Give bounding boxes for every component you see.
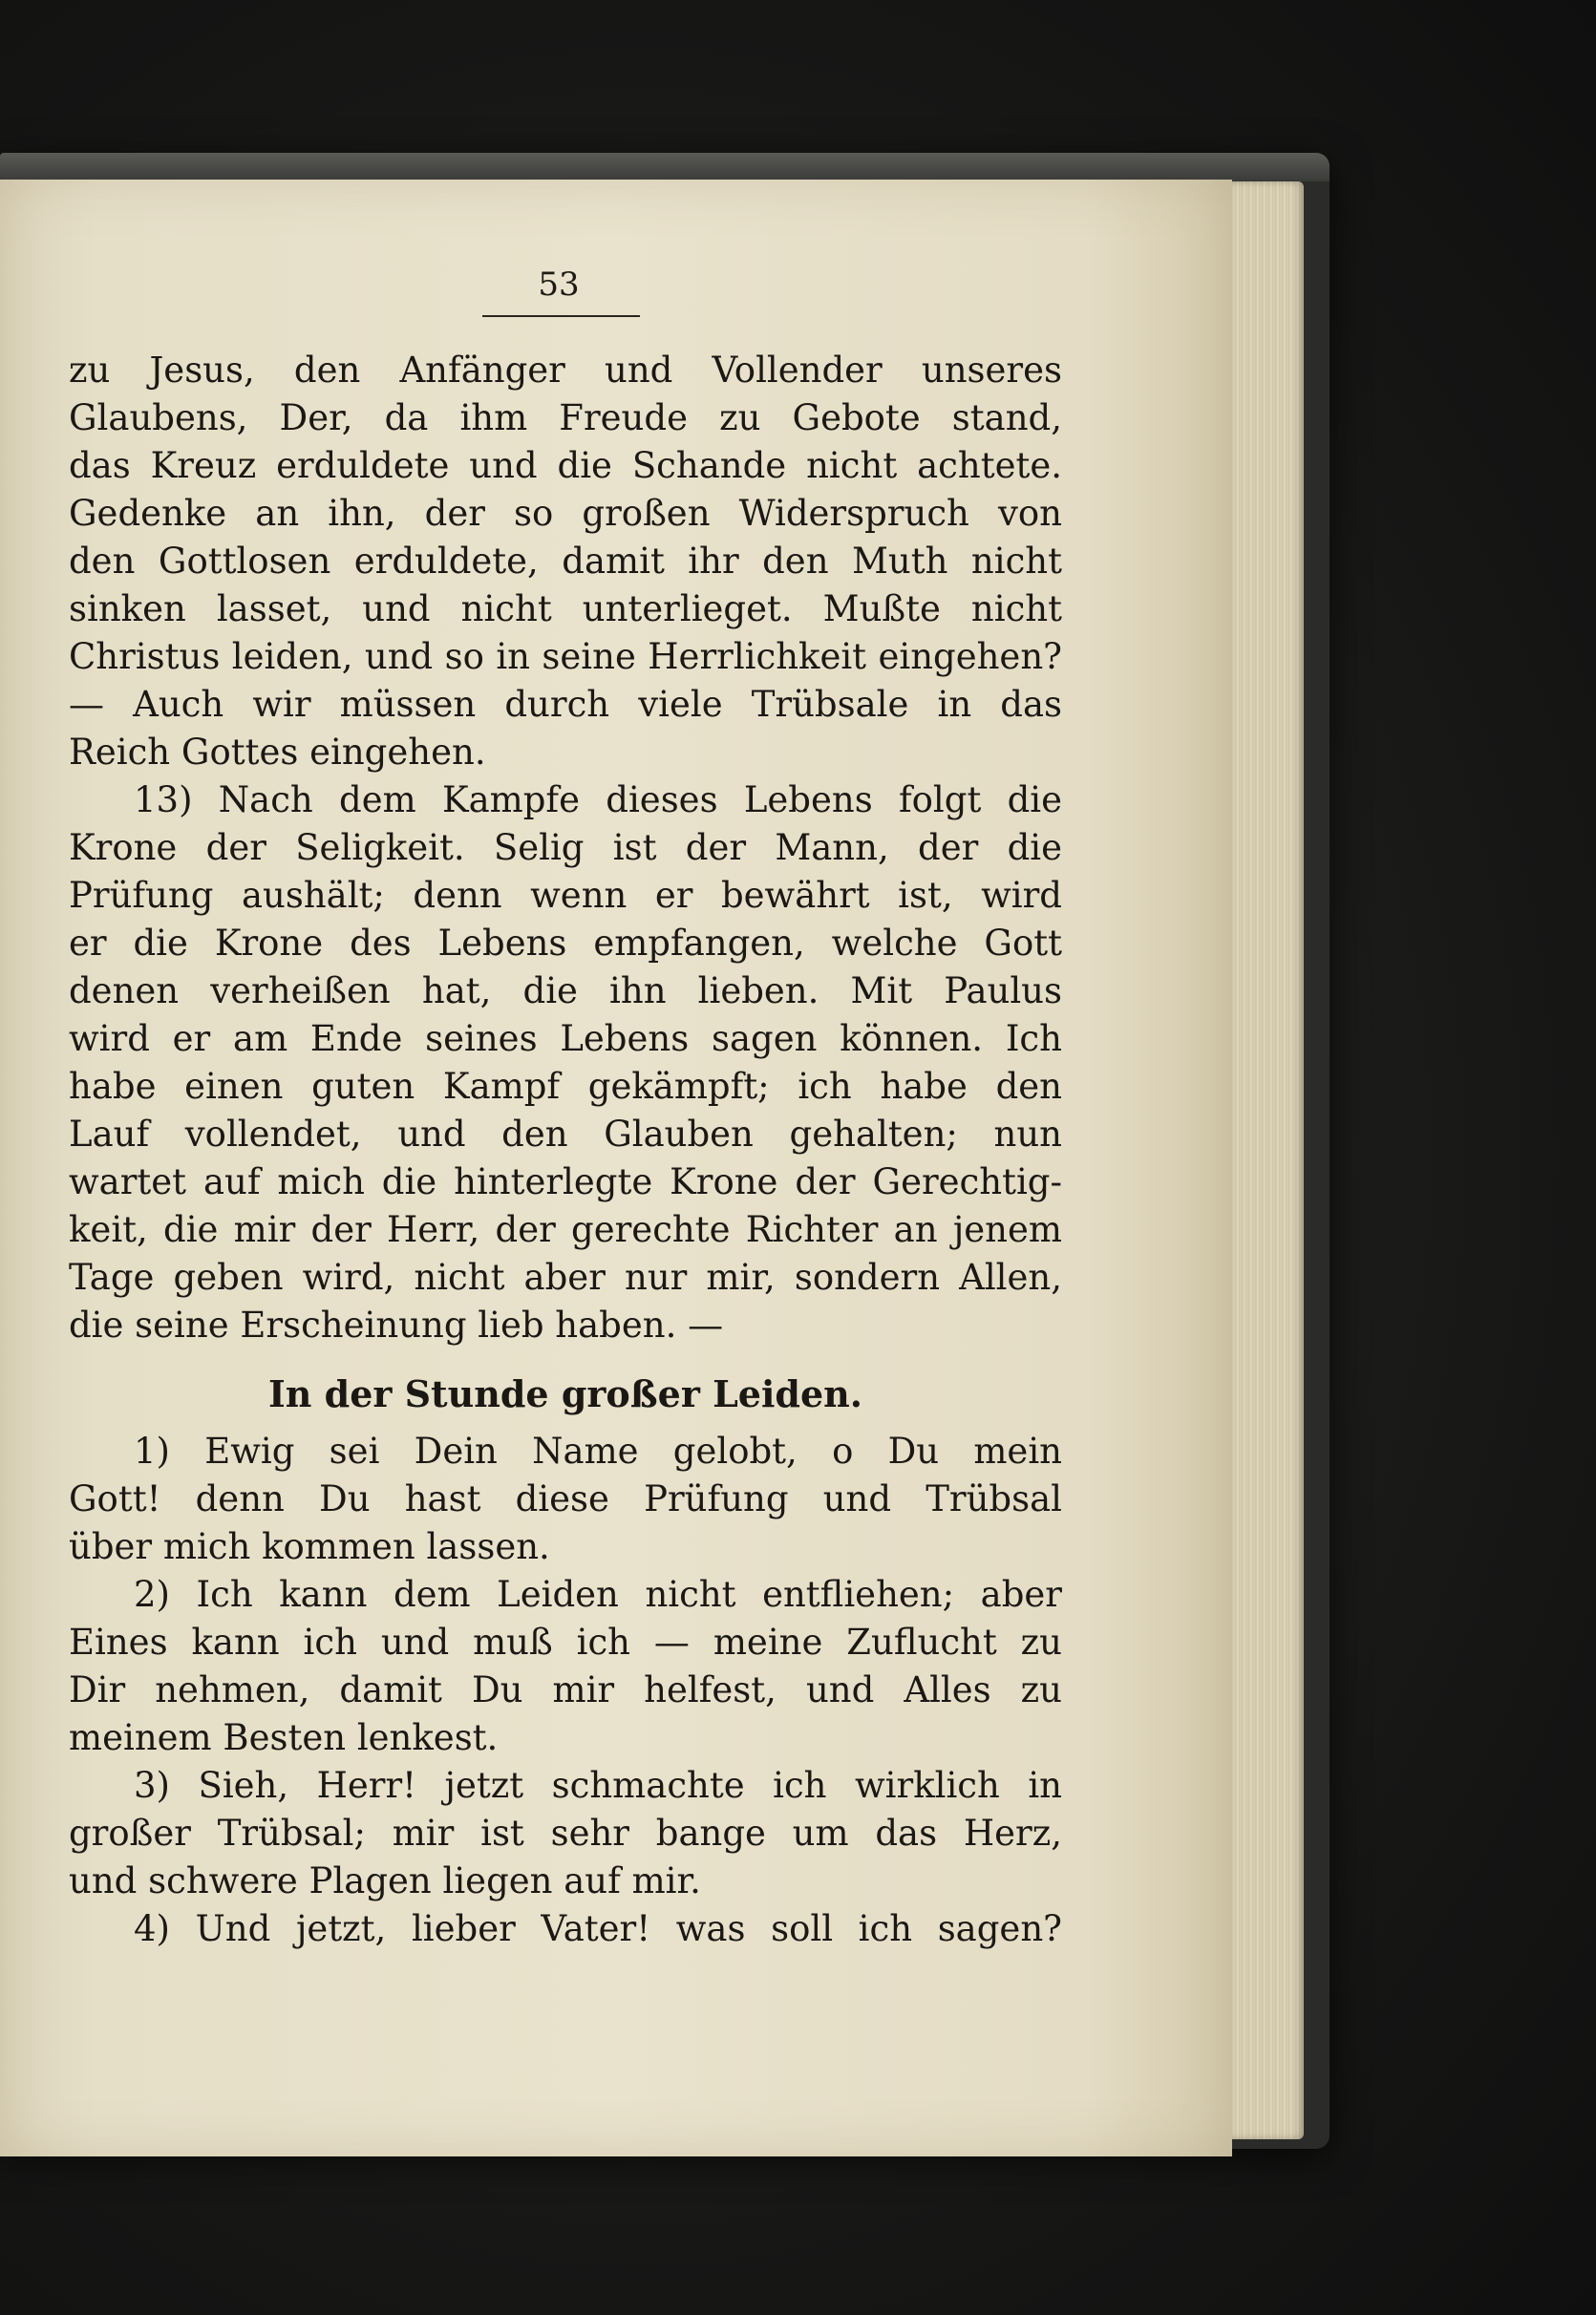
text-line: keit, die mir der Herr, der gerechte Richter an jenem xyxy=(69,1209,1062,1250)
text-line: Eines kann ich und muß ich — meine Zuflucht zu xyxy=(69,1622,1062,1663)
text-line: Tage geben wird, nicht aber nur mir, sondern Allen, xyxy=(69,1257,1062,1298)
text-line: Glaubens, Der, da ihm Freude zu Gebote stand, xyxy=(69,397,1062,438)
text-line: wartet auf mich die hinterlegte Krone der Gerechtig- xyxy=(69,1161,1062,1202)
text-line: 1) Ewig sei Dein Name gelobt, o Du mein xyxy=(134,1431,1062,1472)
text-line: das Kreuz erduldete und die Schande nicht achtete. xyxy=(69,445,1062,486)
text-line: die seine Erscheinung lieb haben. — xyxy=(69,1305,724,1346)
text-line: Prüfung aushält; denn wenn er bewährt ist, wird xyxy=(69,875,1062,916)
text-line: Christus leiden, und so in seine Herrlichkeit eingehen? xyxy=(69,636,1062,677)
text-line: Gott! denn Du hast diese Prüfung und Trübsal xyxy=(69,1478,1062,1519)
header-rule xyxy=(482,315,640,317)
section-heading: In der Stunde großer Leiden. xyxy=(267,1372,863,1415)
text-line: 4) Und jetzt, lieber Vater! was soll ich sagen? xyxy=(134,1908,1062,1949)
text-line: großer Trübsal; mir ist sehr bange um das Herz, xyxy=(69,1813,1062,1854)
text-line: 2) Ich kann dem Leiden nicht entfliehen; aber xyxy=(134,1574,1062,1615)
text-line: zu Jesus, den Anfänger und Vollender unseres xyxy=(69,350,1062,391)
text-line: 13) Nach dem Kampfe dieses Lebens folgt die xyxy=(134,779,1062,820)
page-number: 53 xyxy=(538,265,580,304)
body-text xyxy=(69,347,1062,1953)
text-line: Krone der Seligkeit. Selig ist der Mann, der die xyxy=(69,827,1062,868)
text-line: er die Krone des Lebens empfangen, welche Gott xyxy=(69,923,1062,964)
text-line: und schwere Plagen liegen auf mir. xyxy=(69,1860,701,1901)
text-line: — Auch wir müssen durch viele Trübsale in das xyxy=(69,684,1062,725)
text-line: denen verheißen hat, die ihn lieben. Mit Paulus xyxy=(69,970,1062,1011)
text-line: Reich Gottes eingehen. xyxy=(69,732,486,773)
text-line: wird er am Ende seines Lebens sagen können. Ich xyxy=(69,1018,1062,1059)
text-line: den Gottlosen erduldete, damit ihr den Muth nicht xyxy=(69,541,1062,582)
text-line: 3) Sieh, Herr! jetzt schmachte ich wirklich in xyxy=(134,1765,1062,1806)
text-line: meinem Besten lenkest. xyxy=(69,1717,499,1758)
text-line: habe einen guten Kampf gekämpft; ich habe den xyxy=(69,1066,1062,1107)
text-line: Gedenke an ihn, der so großen Widerspruch von xyxy=(69,493,1062,534)
text-line: Dir nehmen, damit Du mir helfest, und Alles zu xyxy=(69,1669,1062,1710)
text-line: sinken lasset, und nicht unterlieget. Mußte nicht xyxy=(69,588,1062,629)
book-page xyxy=(0,180,1232,2156)
text-line: Lauf vollendet, und den Glauben gehalten; nun xyxy=(69,1114,1062,1155)
book-cover-top-edge xyxy=(0,153,1330,181)
text-line: über mich kommen lassen. xyxy=(69,1526,550,1567)
